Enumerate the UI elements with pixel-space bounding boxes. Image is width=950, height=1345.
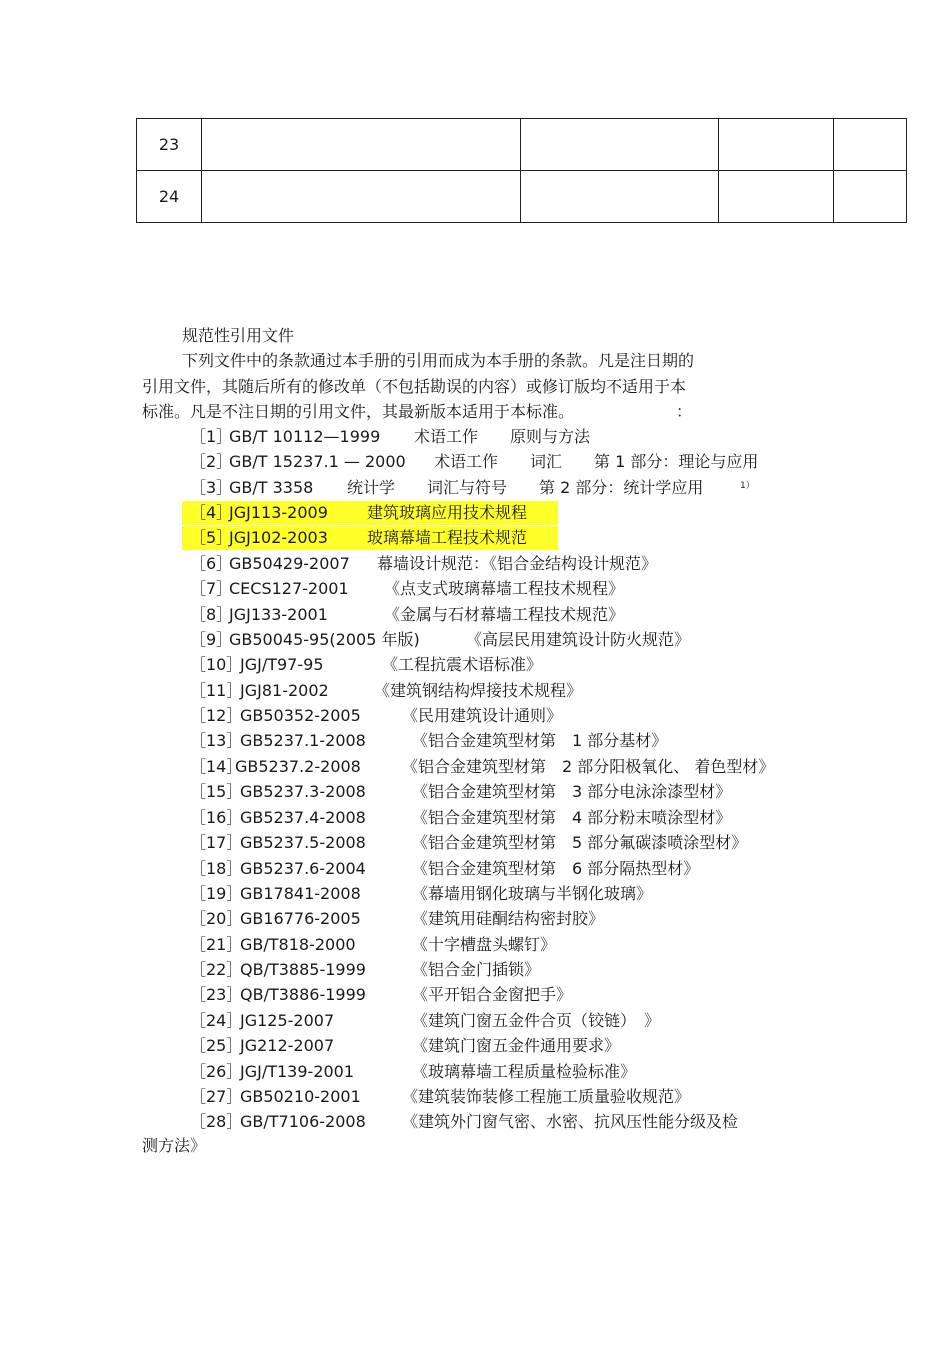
reference-code: GB17841-2008	[240, 884, 361, 903]
reference-title: 《建筑钢结构焊接技术规程》	[374, 681, 583, 700]
reference-number: ［24］	[190, 1011, 243, 1030]
reference-title: 《铝合金建筑型材第 5 部分氟碳漆喷涂型材》	[412, 833, 748, 852]
reference-number: ［23］	[190, 985, 243, 1004]
reference-number: ［17］	[190, 833, 243, 852]
reference-title: 《工程抗震术语标准》	[382, 655, 543, 674]
reference-number: ［22］	[190, 960, 243, 979]
table-cell	[521, 171, 719, 223]
reference-code: GB5237.4-2008	[240, 808, 366, 827]
row-number-cell: 24	[137, 171, 202, 223]
reference-number: ［26］	[190, 1062, 243, 1081]
reference-title: 《点支式玻璃幕墙工程技术规程》	[384, 579, 625, 598]
reference-title: 统计学 词汇与符号 第 2 部分：统计学应用	[347, 478, 704, 497]
reference-title: 《铝合金建筑型材第 2 部分阳极氧化、 着色型材》	[402, 757, 775, 776]
reference-number: ［18］	[190, 859, 243, 878]
reference-title: 术语工作 原则与方法	[414, 427, 591, 446]
reference-number: ［8］	[190, 605, 233, 624]
reference-title: 《铝合金建筑型材第 4 部分粉末喷涂型材》	[412, 808, 732, 827]
reference-number: ［1］	[190, 427, 233, 446]
reference-code: GB/T 10112—1999	[229, 427, 381, 446]
reference-title: 《铝合金建筑型材第 6 部分隔热型材》	[412, 859, 700, 878]
table-cell	[719, 171, 834, 223]
reference-code: JGJ113-2009	[229, 503, 328, 522]
reference-title: 《铝合金建筑型材第 3 部分电泳涂漆型材》	[412, 782, 732, 801]
reference-number: ［2］	[190, 452, 233, 471]
section-heading: 规范性引用文件	[182, 326, 295, 345]
table-cell	[521, 119, 719, 171]
reference-code: JG212-2007	[240, 1036, 335, 1055]
reference-code: JGJ81-2002	[240, 681, 329, 700]
reference-number: ［28］	[190, 1112, 243, 1131]
reference-code: GB/T 15237.1 — 2000	[229, 452, 406, 471]
reference-code: QB/T3885-1999	[240, 960, 366, 979]
reference-code: GB5237.2-2008	[235, 757, 361, 776]
reference-title: 《铝合金建筑型材第 1 部分基材》	[412, 731, 668, 750]
superscript-note: 1）	[740, 481, 755, 491]
paragraph-colon: ：	[676, 402, 693, 421]
reference-code: GB/T818-2000	[240, 935, 356, 954]
reference-code: GB5237.1-2008	[240, 731, 366, 750]
reference-title: 《玻璃幕墙工程质量检验标准》	[412, 1062, 637, 1081]
table-cell	[202, 119, 521, 171]
reference-title: 《建筑用硅酮结构密封胶》	[412, 909, 605, 928]
reference-code: GB50210-2001	[240, 1087, 361, 1106]
table-cell	[719, 119, 834, 171]
reference-code: GB/T7106-2008	[240, 1112, 366, 1131]
reference-number: ［16］	[190, 808, 243, 827]
reference-title: 术语工作 词汇 第 1 部分：理论与应用	[434, 452, 759, 471]
reference-title: 《铝合金门插锁》	[412, 960, 541, 979]
continuation-table	[136, 118, 907, 223]
reference-title: 《建筑门窗五金件通用要求》	[412, 1036, 621, 1055]
reference-number: ［3］	[190, 478, 233, 497]
reference-title: 幕墙设计规范：《铝合金结构设计规范》	[377, 554, 658, 573]
reference-number: ［9］	[190, 630, 233, 649]
reference-title: 《建筑装饰装修工程施工质量验收规范》	[402, 1087, 691, 1106]
table-row	[137, 171, 907, 223]
reference-number: ［13］	[190, 731, 243, 750]
paragraph-line: 引用文件，其随后所有的修改单（不包括勘误的内容）或修订版均不适用于本	[142, 377, 687, 396]
reference-code: QB/T3886-1999	[240, 985, 366, 1004]
reference-code: JGJ/T97-95	[240, 655, 324, 674]
reference-number: ［5］	[190, 528, 233, 547]
reference-code: GB/T 3358	[229, 478, 314, 497]
reference-title: 《高层民用建筑设计防火规范》	[466, 630, 691, 649]
reference-title: 建筑玻璃应用技术规程	[367, 503, 528, 522]
reference-code: GB50352-2005	[240, 706, 361, 725]
reference-title: 《建筑外门窗气密、水密、抗风压性能分级及检	[402, 1112, 739, 1131]
reference-number: ［21］	[190, 935, 243, 954]
reference-code: GB50045-95(2005 年版)	[229, 630, 420, 649]
reference-code: GB5237.6-2004	[240, 859, 366, 878]
reference-code: GB16776-2005	[240, 909, 361, 928]
reference-number: ［19］	[190, 884, 243, 903]
paragraph-line: 下列文件中的条款通过本手册的引用而成为本手册的条款。凡是注日期的	[182, 351, 695, 370]
reference-code: JGJ133-2001	[229, 605, 328, 624]
reference-code: JGJ102-2003	[229, 528, 328, 547]
reference-title: 《金属与石材幕墙工程技术规范》	[384, 605, 625, 624]
table-cell	[834, 171, 907, 223]
paragraph-line: 标准。凡是不注日期的引用文件，其最新版本适用于本标准。	[142, 402, 575, 421]
reference-number: ［6］	[190, 554, 233, 573]
reference-code: JGJ/T139-2001	[240, 1062, 355, 1081]
reference-number: ［7］	[190, 579, 233, 598]
reference-number: ［14］	[190, 757, 243, 776]
reference-number: ［4］	[190, 503, 233, 522]
reference-number: ［11］	[190, 681, 243, 700]
reference-code: GB5237.5-2008	[240, 833, 366, 852]
reference-title: 《幕墙用钢化玻璃与半钢化玻璃》	[412, 884, 653, 903]
reference-number: ［15］	[190, 782, 243, 801]
reference-title: 《建筑门窗五金件合页（铰链） 》	[412, 1011, 661, 1030]
row-number-cell: 23	[137, 119, 202, 171]
reference-code: JG125-2007	[240, 1011, 335, 1030]
table-row	[137, 119, 907, 171]
reference-title: 《平开铝合金窗把手》	[412, 985, 573, 1004]
reference-title: 玻璃幕墙工程技术规范	[367, 528, 528, 547]
reference-title: 《民用建筑设计通则》	[402, 706, 563, 725]
reference-title: 《十字槽盘头螺钉》	[412, 935, 557, 954]
reference-code: CECS127-2001	[229, 579, 349, 598]
table-cell	[834, 119, 907, 171]
reference-continuation: 测方法》	[142, 1136, 207, 1155]
reference-number: ［12］	[190, 706, 243, 725]
reference-code: GB5237.3-2008	[240, 782, 366, 801]
reference-code: GB50429-2007	[229, 554, 350, 573]
reference-number: ［25］	[190, 1036, 243, 1055]
reference-number: ［20］	[190, 909, 243, 928]
reference-number: ［27］	[190, 1087, 243, 1106]
reference-number: ［10］	[190, 655, 243, 674]
table-cell	[202, 171, 521, 223]
